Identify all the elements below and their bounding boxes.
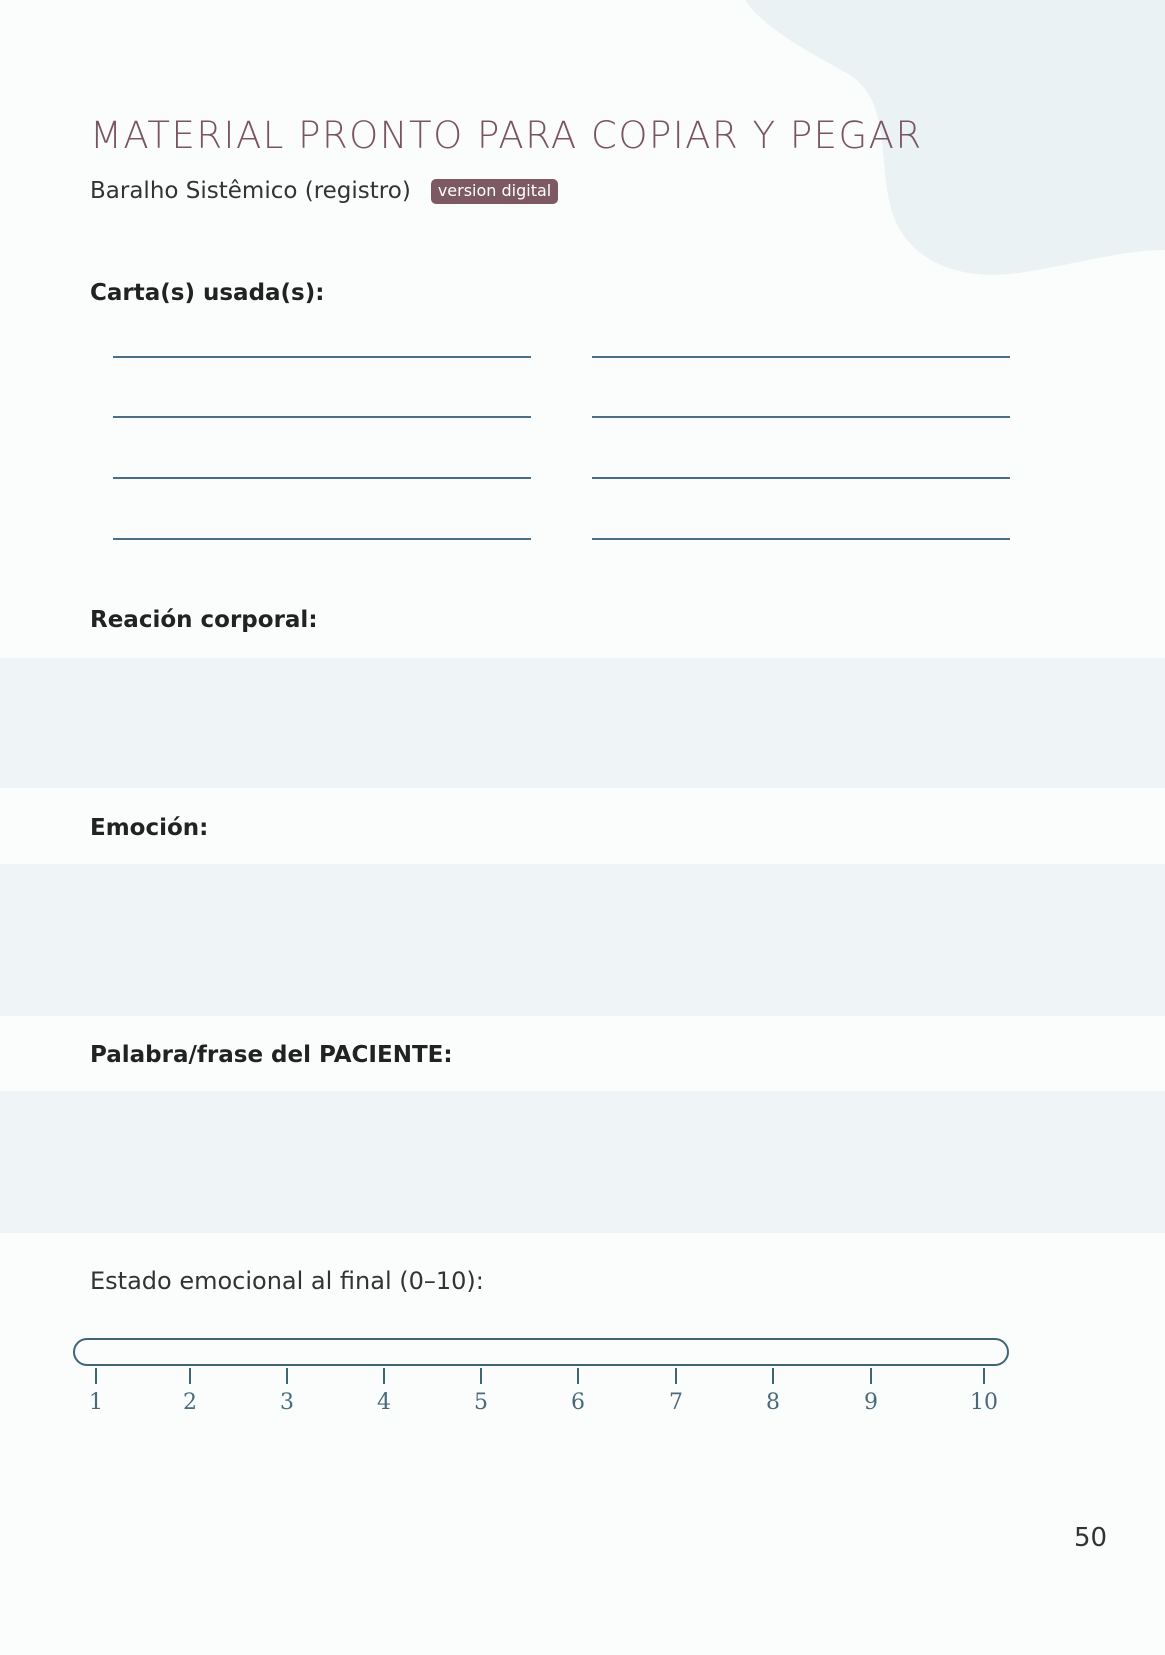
emotion-field[interactable]	[0, 864, 1165, 1016]
scale-tick	[286, 1368, 288, 1384]
scale-tick	[675, 1368, 677, 1384]
scale-tick	[383, 1368, 385, 1384]
emotion-label: Emoción:	[90, 815, 209, 841]
emotional-scale-track[interactable]	[73, 1338, 1009, 1366]
emotional-scale-ticks	[0, 1368, 1165, 1428]
patient-phrase-field[interactable]	[0, 1091, 1165, 1233]
card-line-7[interactable]	[113, 538, 531, 540]
card-line-8[interactable]	[592, 538, 1010, 540]
subtitle: Baralho Sistêmico (registro)	[90, 178, 411, 204]
scale-tick	[983, 1368, 985, 1384]
subtitle-row	[90, 178, 558, 204]
scale-tick-label: 6	[571, 1390, 585, 1415]
cards-label: Carta(s) usada(s):	[90, 280, 325, 306]
scale-tick-label: 1	[89, 1390, 103, 1415]
scale-tick	[189, 1368, 191, 1384]
body-reaction-label: Reación corporal:	[90, 607, 318, 633]
scale-tick-label: 5	[474, 1390, 488, 1415]
scale-tick	[577, 1368, 579, 1384]
scale-tick	[870, 1368, 872, 1384]
page-title: MATERIAL PRONTO PARA COPIAR Y PEGAR	[90, 114, 923, 157]
scale-tick-label: 4	[377, 1390, 391, 1415]
scale-tick-label: 2	[183, 1390, 197, 1415]
card-line-6[interactable]	[592, 477, 1010, 479]
scale-tick-label: 10	[970, 1390, 998, 1415]
page-number: 50	[1074, 1523, 1108, 1553]
scale-tick-label: 9	[864, 1390, 878, 1415]
card-line-3[interactable]	[113, 416, 531, 418]
card-line-5[interactable]	[113, 477, 531, 479]
scale-tick-label: 3	[280, 1390, 294, 1415]
card-line-1[interactable]	[113, 356, 531, 358]
version-badge: version digital	[431, 179, 558, 204]
scale-tick	[480, 1368, 482, 1384]
patient-phrase-label: Palabra/frase del PACIENTE:	[90, 1042, 453, 1068]
emotional-state-label: Estado emocional al final (0–10):	[90, 1267, 484, 1295]
body-reaction-field[interactable]	[0, 658, 1165, 788]
card-line-4[interactable]	[592, 416, 1010, 418]
scale-tick-label: 8	[766, 1390, 780, 1415]
scale-tick-label: 7	[669, 1390, 683, 1415]
card-line-2[interactable]	[592, 356, 1010, 358]
scale-tick	[772, 1368, 774, 1384]
scale-tick	[95, 1368, 97, 1384]
